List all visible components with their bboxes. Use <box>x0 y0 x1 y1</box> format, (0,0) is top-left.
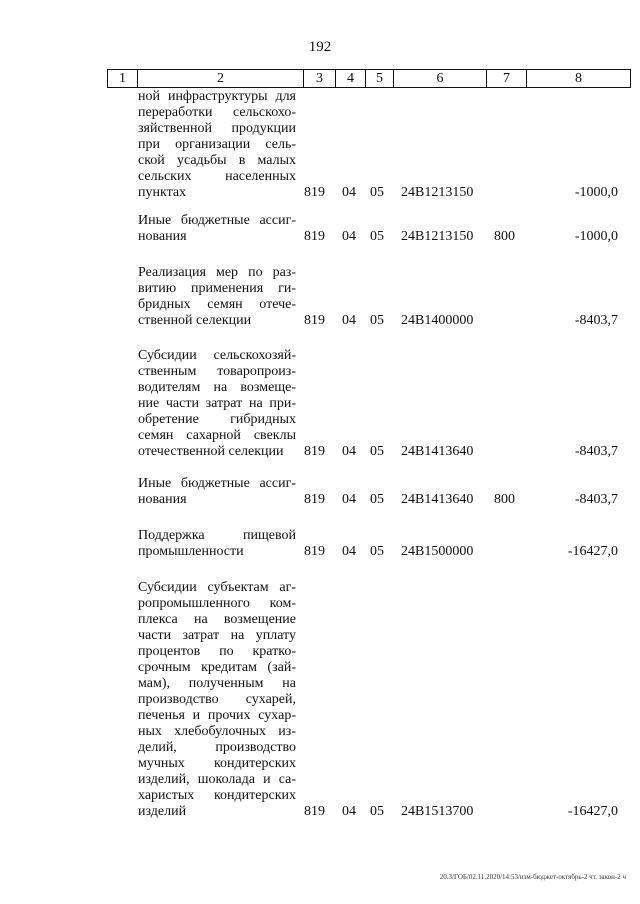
description-line: мучных кондитерских <box>138 756 296 771</box>
description-line: промышленности <box>138 544 244 559</box>
cell-col-8: -8403,7 <box>574 313 618 328</box>
row-description <box>138 476 296 508</box>
description-line: нования <box>138 492 187 507</box>
description-line: ской усадьбы в малых <box>138 153 296 168</box>
cell-col-3: 819 <box>304 229 325 244</box>
description-line: переработки сельскохо- <box>138 105 296 120</box>
cell-col-5: 05 <box>370 544 384 559</box>
description-line: Реализация мер по раз- <box>138 265 296 280</box>
description-line: пунктах <box>138 185 187 200</box>
cell-col-4: 04 <box>342 229 356 244</box>
header-col-8: 8 <box>527 70 631 88</box>
description-line: печенья и прочих сухар- <box>138 708 296 723</box>
cell-col-4: 04 <box>342 185 356 200</box>
description-line: семян сахарной свеклы <box>138 428 296 443</box>
cell-col-5: 05 <box>370 313 384 328</box>
description-line: Иные бюджетные ассиг- <box>138 213 296 228</box>
cell-col-4: 04 <box>342 313 356 328</box>
description-line: зяйственной продукции <box>138 121 296 136</box>
header-col-7: 7 <box>487 70 527 88</box>
description-line: ной инфраструктуры для <box>138 89 296 104</box>
description-line: бридных семян отече- <box>138 297 296 312</box>
description-line: Иные бюджетные ассиг- <box>138 476 296 491</box>
cell-col-6: 24В1513700 <box>401 804 474 819</box>
cell-col-6: 24В1500000 <box>401 544 474 559</box>
cell-col-8: -1000,0 <box>574 229 618 244</box>
cell-col-7: 800 <box>494 229 515 244</box>
description-line: изделий, шоколада и са- <box>138 772 296 787</box>
cell-col-8: -1000,0 <box>574 185 618 200</box>
description-line: производство сухарей, <box>138 692 296 707</box>
row-description <box>138 528 296 560</box>
cell-col-6: 24В1213150 <box>401 185 474 200</box>
cell-col-3: 819 <box>304 492 325 507</box>
description-line: ных хлебобулочных из- <box>138 724 296 739</box>
row-description <box>138 213 296 245</box>
cell-col-4: 04 <box>342 804 356 819</box>
description-line: делий, производство <box>138 740 296 755</box>
page-number: 192 <box>308 39 332 55</box>
description-line: ственным товаропроиз- <box>138 364 296 379</box>
cell-col-6: 24В1213150 <box>401 229 474 244</box>
header-col-4: 4 <box>336 70 366 88</box>
cell-col-3: 819 <box>304 444 325 459</box>
cell-col-7: 800 <box>494 492 515 507</box>
header-col-2: 2 <box>138 70 304 88</box>
description-line: Субсидии субъектам аг- <box>138 580 296 595</box>
cell-col-5: 05 <box>370 444 384 459</box>
description-line: водителям на возмеще- <box>138 380 296 395</box>
cell-col-3: 819 <box>304 544 325 559</box>
description-line: Субсидии сельскохозяй- <box>138 348 296 363</box>
description-line: мам), полученным на <box>138 676 296 691</box>
description-line: ственной селекции <box>138 313 252 328</box>
description-line: изделий <box>138 804 187 819</box>
description-line: части затрат на уплату <box>138 628 296 643</box>
description-line: при организации сель- <box>138 137 296 152</box>
cell-col-3: 819 <box>304 313 325 328</box>
column-number-header <box>107 69 631 88</box>
cell-col-6: 24В1413640 <box>401 492 474 507</box>
cell-col-6: 24В1413640 <box>401 444 474 459</box>
row-description <box>138 348 296 460</box>
cell-col-5: 05 <box>370 492 384 507</box>
description-line: харистых кондитерских <box>138 788 296 803</box>
description-line: витию применения ги- <box>138 281 296 296</box>
cell-col-5: 05 <box>370 229 384 244</box>
description-line: срочным кредитам (зай- <box>138 660 296 675</box>
description-line: отечественной селекции <box>138 444 284 459</box>
cell-col-8: -8403,7 <box>574 492 618 507</box>
header-col-6: 6 <box>394 70 487 88</box>
cell-col-8: -16427,0 <box>567 544 618 559</box>
cell-col-3: 819 <box>304 185 325 200</box>
header-col-1: 1 <box>108 70 138 88</box>
cell-col-4: 04 <box>342 544 356 559</box>
row-description <box>138 580 296 820</box>
cell-col-3: 819 <box>304 804 325 819</box>
description-line: сельских населенных <box>138 169 296 184</box>
footer-note: 20.3/ГОБ/02.11.2020/14:53/изм-бюджет-октябрь-2 чт. закон-2 ч <box>439 873 626 881</box>
description-line: ние части затрат на при- <box>138 396 296 411</box>
cell-col-8: -8403,7 <box>574 444 618 459</box>
header-col-5: 5 <box>366 70 394 88</box>
cell-col-5: 05 <box>370 804 384 819</box>
description-line: процентов по кратко- <box>138 644 296 659</box>
description-line: ропромышленного ком- <box>138 596 296 611</box>
cell-col-4: 04 <box>342 492 356 507</box>
cell-col-4: 04 <box>342 444 356 459</box>
description-line: нования <box>138 229 187 244</box>
cell-col-5: 05 <box>370 185 384 200</box>
cell-col-6: 24В1400000 <box>401 313 474 328</box>
header-col-3: 3 <box>304 70 336 88</box>
description-line: плекса на возмещение <box>138 612 296 627</box>
description-line: Поддержка пищевой <box>138 528 296 543</box>
description-line: обретение гибридных <box>138 412 296 427</box>
row-description <box>138 265 296 329</box>
cell-col-8: -16427,0 <box>567 804 618 819</box>
row-description <box>138 89 296 201</box>
